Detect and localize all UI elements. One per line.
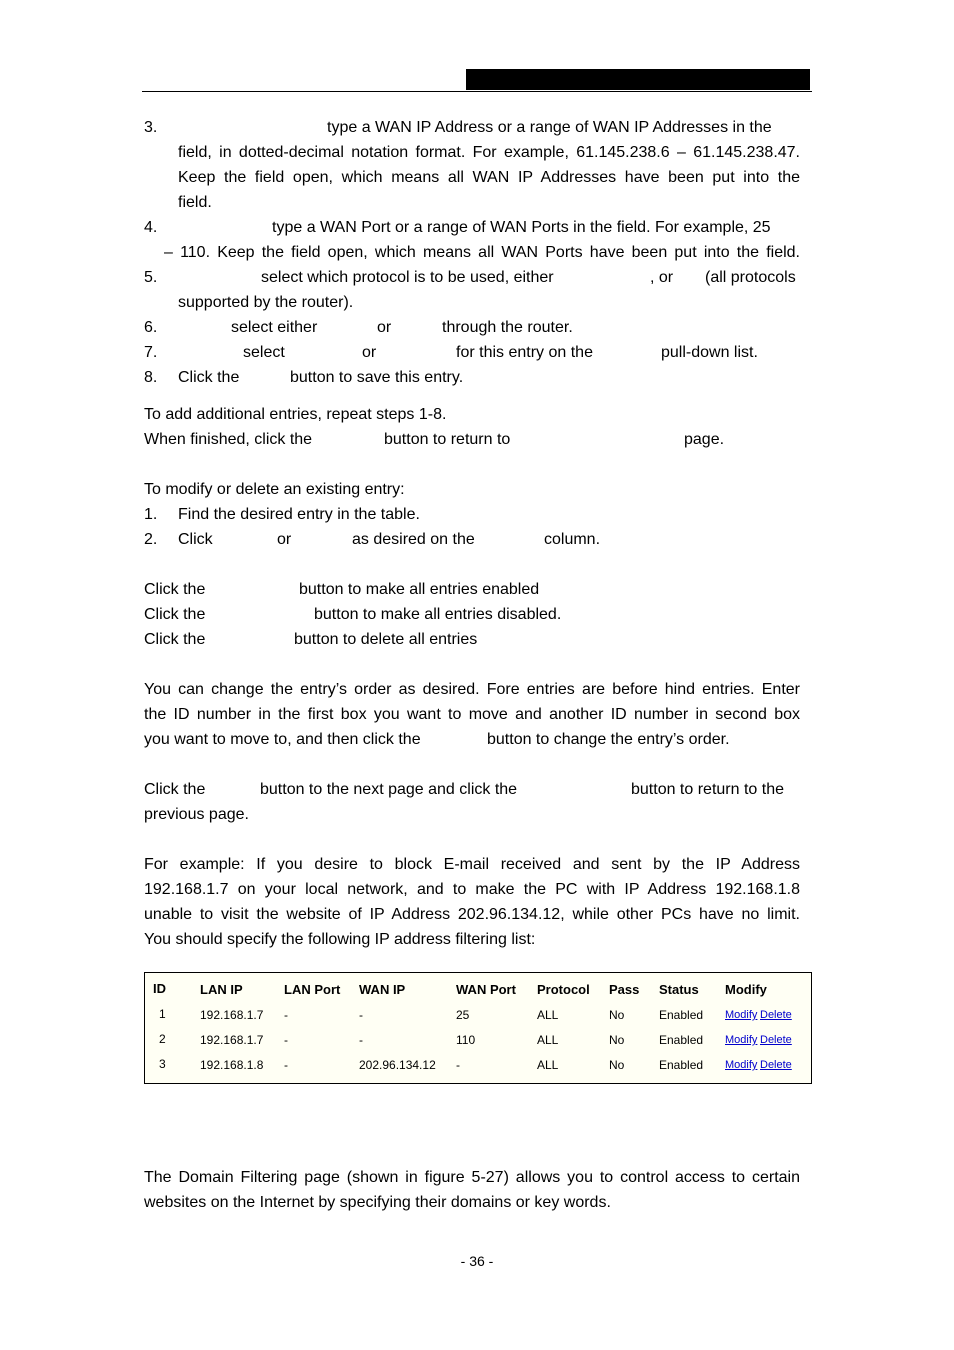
table-row-1-modify-link[interactable]: Modify: [725, 1009, 758, 1021]
step-5-text-c: (all protocols: [705, 269, 796, 286]
bulk-enable-text: button to make all entries enabled: [299, 581, 540, 598]
step-7-text-b: or: [362, 344, 377, 361]
step-8-number: 8.: [144, 369, 158, 386]
step-7-number: 7.: [144, 344, 158, 361]
order-line-3b: button to change the entry’s order.: [487, 731, 730, 748]
table-row-1-pass: No: [609, 1008, 625, 1022]
table-row-3-pass: No: [609, 1058, 625, 1072]
table-row-2-lan-port: -: [284, 1033, 288, 1047]
table-row-3-id: 3: [159, 1057, 166, 1071]
step-6-text-b: or: [377, 319, 392, 336]
modify-step-2a: Click: [178, 531, 213, 548]
col-header-id: ID: [153, 981, 166, 996]
bulk-enable-click: Click the: [144, 581, 206, 598]
col-header-wan-ip: WAN IP: [359, 982, 406, 997]
table-row-1-protocol: ALL: [537, 1008, 559, 1022]
order-line-3a: you want to move to, and then click the: [144, 731, 421, 748]
table-row-1-status: Enabled: [659, 1008, 704, 1022]
step-3-number: 3.: [144, 119, 158, 136]
table-row-2-lan-ip: 192.168.1.7: [200, 1033, 264, 1047]
step-3-line-3: Keep the field open, which means all WAN IP Addresses have been put into the: [178, 169, 800, 186]
example-line-2: 192.168.1.7 on your local network, and to make the PC with IP Address 192.168.1.8: [144, 881, 800, 898]
table-row-2-modify-link[interactable]: Modify: [725, 1034, 758, 1046]
table-row-2-id: 2: [159, 1032, 166, 1046]
header-rule: [142, 91, 812, 92]
add-line-1: To add additional entries, repeat steps 1-8.: [144, 406, 447, 423]
add-line-2b: button to return to: [384, 431, 511, 448]
modify-step-2d: column.: [544, 531, 601, 548]
step-8-text-a: Click the: [178, 369, 240, 386]
order-line-1: You can change the entry’s order as desired. Fore entries are before hind entries. Enter: [144, 681, 800, 698]
table-row-2-protocol: ALL: [537, 1033, 559, 1047]
col-header-lan-port: LAN Port: [284, 982, 341, 997]
table-row-1-id: 1: [159, 1007, 166, 1021]
col-header-protocol: Protocol: [537, 982, 590, 997]
modify-step-1-number: 1.: [144, 506, 158, 523]
modify-step-2b: or: [277, 531, 292, 548]
table-row-1-wan-port: 25: [456, 1008, 470, 1022]
col-header-wan-port: WAN Port: [456, 982, 516, 997]
table-row-1-delete-link[interactable]: Delete: [760, 1009, 792, 1021]
page-number: - 36 -: [460, 1253, 494, 1269]
header-bar: [466, 69, 810, 90]
modify-intro: To modify or delete an existing entry:: [144, 481, 405, 498]
nav-text-a: Click the: [144, 781, 206, 798]
table-row-3-lan-ip: 192.168.1.8: [200, 1058, 264, 1072]
table-row-3-status: Enabled: [659, 1058, 704, 1072]
col-header-pass: Pass: [609, 982, 640, 997]
order-line-2: the ID number in the first box you want to move and another ID number in second box: [144, 706, 800, 723]
nav-line-2: previous page.: [144, 806, 249, 823]
step-3-line-2: field, in dotted-decimal notation format. For example, 61.145.238.6 – 61.145.238.47.: [178, 144, 800, 161]
bulk-disable-click: Click the: [144, 606, 206, 623]
col-header-status: Status: [659, 982, 699, 997]
bulk-delete-text: button to delete all entries: [294, 631, 478, 648]
ip-filter-table: [144, 972, 812, 1084]
bulk-disable-text: button to make all entries disabled.: [314, 606, 562, 623]
step-4-line-2: – 110. Keep the field open, which means all WAN Ports have been put into the field.: [164, 244, 800, 261]
step-5-line-2: supported by the router).: [178, 294, 354, 311]
step-6-text-c: through the router.: [442, 319, 573, 336]
step-8-text-b: button to save this entry.: [290, 369, 464, 386]
step-6-number: 6.: [144, 319, 158, 336]
example-line-4: You should specify the following IP address filtering list:: [144, 931, 536, 948]
bulk-delete-click: Click the: [144, 631, 206, 648]
modify-step-2-number: 2.: [144, 531, 158, 548]
step-5-text-a: select which protocol is to be used, either: [261, 269, 554, 286]
step-7-text-c: for this entry on the: [456, 344, 593, 361]
table-row-2-wan-ip: -: [359, 1033, 363, 1047]
table-row-3-wan-port: -: [456, 1058, 460, 1072]
table-row-3-protocol: ALL: [537, 1058, 559, 1072]
col-header-modify: Modify: [725, 982, 767, 997]
add-line-2c: page.: [684, 431, 725, 448]
step-3-line-1: type a WAN IP Address or a range of WAN IP Addresses in the: [327, 119, 772, 136]
table-row-3-modify-link[interactable]: Modify: [725, 1059, 758, 1071]
table-row-2-delete-link[interactable]: Delete: [760, 1034, 792, 1046]
nav-text-b: button to the next page and click the: [260, 781, 518, 798]
modify-step-2c: as desired on the: [352, 531, 475, 548]
modify-step-1: Find the desired entry in the table.: [178, 506, 420, 523]
table-row-3-lan-port: -: [284, 1058, 288, 1072]
step-7-text-a: select: [243, 344, 285, 361]
table-row-2-pass: No: [609, 1033, 625, 1047]
table-row-1-wan-ip: -: [359, 1008, 363, 1022]
step-7-text-d: pull-down list.: [661, 344, 758, 361]
step-6-text-a: select either: [231, 319, 318, 336]
table-row-3-wan-ip: 202.96.134.12: [359, 1058, 436, 1072]
example-line-1: For example: If you desire to block E-mail received and sent by the IP Address: [144, 856, 800, 873]
table-row-2-status: Enabled: [659, 1033, 704, 1047]
step-5-text-b: , or: [650, 269, 674, 286]
step-4-number: 4.: [144, 219, 158, 236]
table-row-2-wan-port: 110: [456, 1033, 476, 1047]
domain-line-2: websites on the Internet by specifying their domains or key words.: [144, 1194, 611, 1211]
table-row-1-lan-port: -: [284, 1008, 288, 1022]
col-header-lan-ip: LAN IP: [200, 982, 243, 997]
nav-text-c: button to return to the: [631, 781, 784, 798]
step-5-number: 5.: [144, 269, 158, 286]
add-line-2a: When finished, click the: [144, 431, 313, 448]
table-row-1-lan-ip: 192.168.1.7: [200, 1008, 264, 1022]
domain-line-1: The Domain Filtering page (shown in figure 5-27) allows you to control access to certain: [144, 1169, 800, 1186]
step-3-line-4: field.: [178, 194, 212, 211]
step-4-line-1: type a WAN Port or a range of WAN Ports in the field. For example, 25: [272, 219, 771, 236]
table-row-3-delete-link[interactable]: Delete: [760, 1059, 792, 1071]
example-line-3: unable to visit the website of IP Address 202.96.134.12, while other PCs have no limit.: [144, 906, 800, 923]
